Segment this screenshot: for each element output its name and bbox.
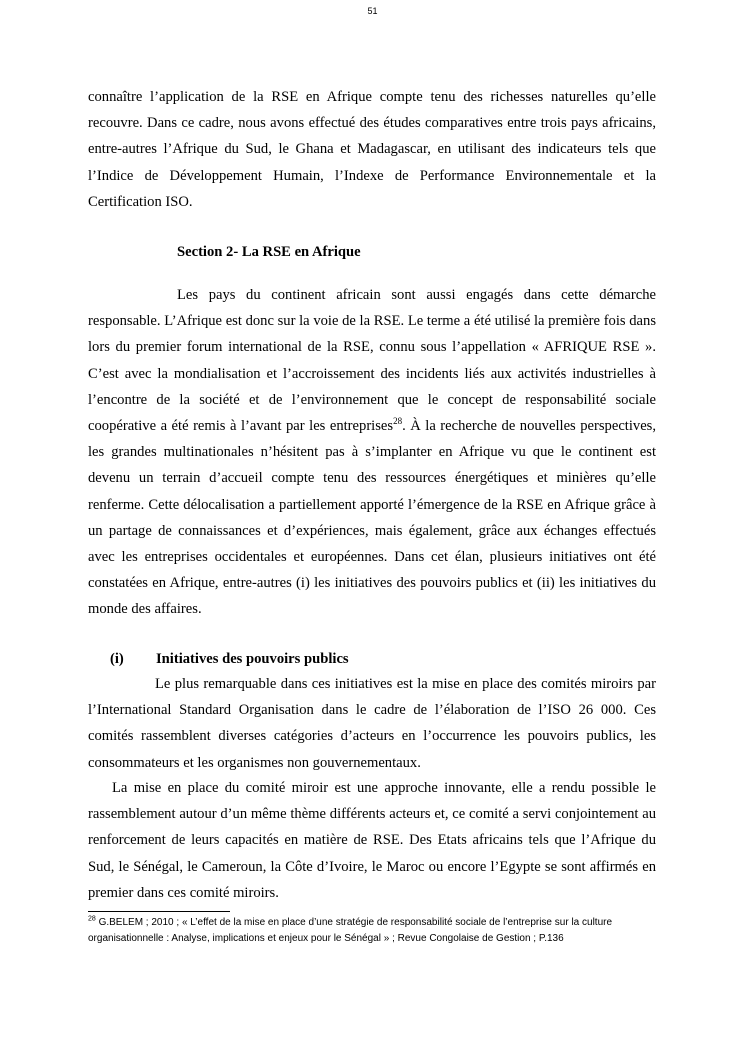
- footnote-divider: [88, 911, 230, 912]
- intro-paragraph: connaître l’application de la RSE en Afrique compte tenu des richesses naturelles qu’elle recouvre. Dans ce cadre, nous avons effectué des études comparatives entre trois pays africains, entre-autres l’Afrique du Sud, le Ghana et Madagascar, en utilisant des indicateurs tels que l’Indice de Développement Humain, l’Indexe de Performance Environnementale et la Certification ISO.: [88, 89, 656, 210]
- subsection-paragraph-2: La mise en place du comité miroir est une approche innovante, elle a rendu possible le rassemblement autour d’un même thème différents acteurs et, ce comité a servi conjointement au renforcement de leurs capacités en matière de RSE. Des Etats africains tels que l’Afrique du Sud, le Sénégal, le Cameroun, la Côte d’Ivoire, le Maroc ou encore l’Egypte se sont affirmés en premier dans ces comité miroirs.: [88, 780, 656, 901]
- section-paragraph-text-before-note: Les pays du continent africain sont aussi engagés dans cette démarche responsable. L’Afrique est donc sur la voie de la RSE. Le terme a été utilisé la première fois dans lors du premier forum international de la RSE, connu sous l’appellation « AFRIQUE RSE ». C’est avec la mondialisation et l’accroissement des incidents liés aux activités industrielles à l’encontre de la société et de l’environnement que le concept de responsabilité sociale coopérative a été remis à l’avant par les entreprises: [88, 287, 656, 435]
- section-paragraph-text-after-note: . À la recherche de nouvelles perspectives, les grandes multinationales n’hésitent pas à s’implanter en Afrique vu que le continent est devenu un terrain d’accueil compte tenu des ressources énergétiques et minières qu’elle renferme. Cette délocalisation a partiellement apporté l’émergence de la RSE en Afrique grâce à un partage de connaissances et d’expériences, mais également, grâce aux échanges effectués avec les entreprises occidentales et européennes. Dans cet élan, plusieurs initiatives ont été constatées en Afrique, entre-autres (i) les initiatives des pouvoirs publics et (ii) les initiatives du monde des affaires.: [88, 418, 657, 618]
- footnote-reference: 28: [393, 416, 403, 427]
- subsection-heading: [110, 646, 349, 672]
- page-number: 51: [367, 6, 378, 16]
- footnote: [88, 915, 656, 947]
- footnote-number: 28: [88, 915, 96, 923]
- section-title: Section 2- La RSE en Afrique: [177, 244, 361, 260]
- footnote-text: G.BELEM ; 2010 ; « L’effet de la mise en place d’une stratégie de responsabilité sociale de l’entreprise sur la culture organisationnelle : Analyse, implications et enjeux pour le Sénégal » ; Revue Congolaise de Gestion ; P.136: [88, 917, 613, 944]
- subsection-title: Initiatives des pouvoirs publics: [156, 651, 349, 667]
- subsection-number: (i): [110, 651, 124, 667]
- subsection-paragraph-1: Le plus remarquable dans ces initiatives est la mise en place des comités miroirs par l’International Standard Organisation dans le cadre de l’élaboration de l’ISO 26 000. Ces comités rassemblent diverses catégories d’acteurs en l’occurrence les pouvoirs publics, les consommateurs et les organismes non gouvernementaux.: [88, 676, 656, 771]
- section-paragraph: [88, 282, 656, 623]
